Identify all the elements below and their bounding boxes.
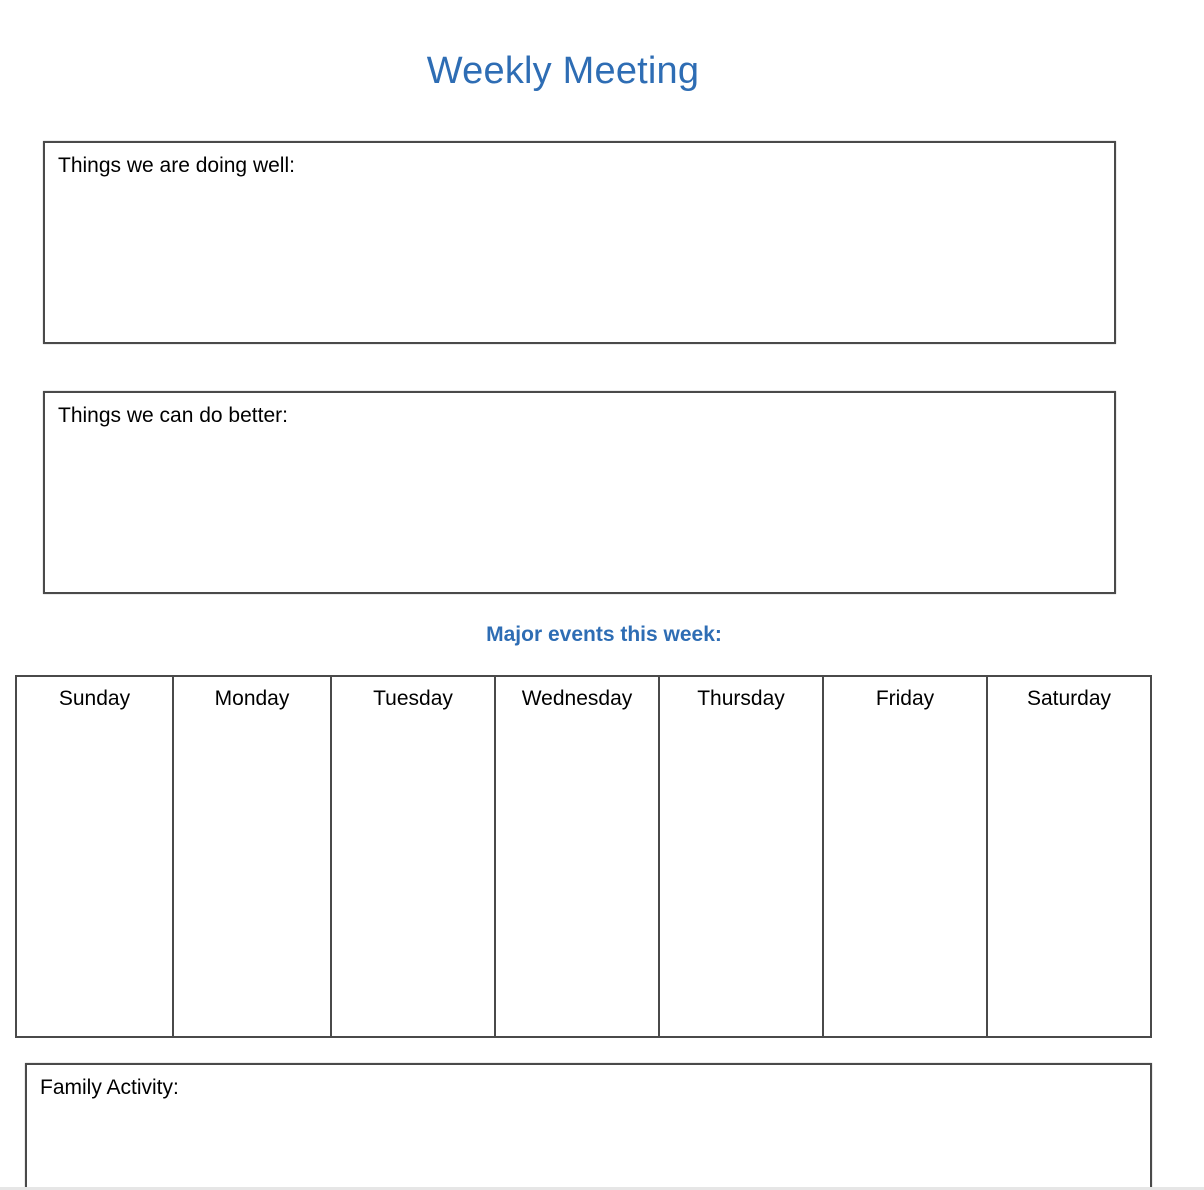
day-column-tuesday[interactable]	[332, 677, 496, 1036]
day-label-monday: Monday	[214, 687, 290, 710]
day-column-sunday[interactable]	[17, 677, 174, 1036]
day-column-wednesday[interactable]	[496, 677, 660, 1036]
day-column-thursday[interactable]	[660, 677, 824, 1036]
day-label-thursday: Thursday	[697, 687, 785, 710]
day-label-saturday: Saturday	[1026, 687, 1112, 710]
do-better-box[interactable]	[43, 391, 1116, 594]
week-calendar-grid	[15, 675, 1152, 1038]
do-better-label: Things we can do better:	[58, 404, 288, 427]
day-label-tuesday: Tuesday	[373, 687, 453, 710]
family-activity-box[interactable]	[25, 1063, 1152, 1187]
day-column-friday[interactable]	[824, 677, 988, 1036]
page-title: Weekly Meeting	[426, 50, 700, 92]
day-label-wednesday: Wednesday	[521, 687, 633, 710]
day-label-sunday: Sunday	[58, 687, 131, 710]
day-label-friday: Friday	[875, 687, 935, 710]
day-column-monday[interactable]	[174, 677, 332, 1036]
doing-well-label: Things we are doing well:	[58, 154, 295, 177]
family-activity-label: Family Activity:	[40, 1076, 179, 1099]
doing-well-box[interactable]	[43, 141, 1116, 344]
day-column-saturday[interactable]	[988, 677, 1150, 1036]
major-events-heading: Major events this week:	[486, 623, 722, 646]
